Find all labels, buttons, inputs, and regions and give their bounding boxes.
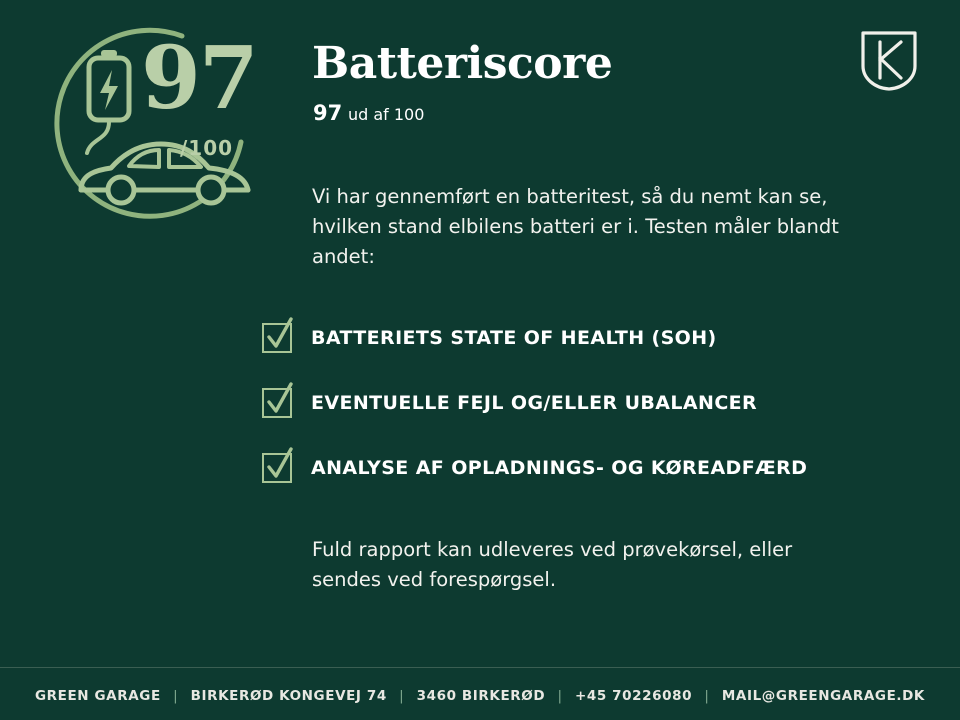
checklist-item-label: EVENTUELLE FEJL OG/ELLER UBALANCER [311, 391, 758, 414]
checkmark-icon [262, 388, 292, 418]
footer-separator: | [173, 688, 179, 704]
checkmark-icon [262, 323, 292, 353]
footer-separator: | [399, 688, 405, 704]
list-item [262, 305, 882, 370]
badge-score-denominator: /100 [180, 136, 234, 160]
footer-company: GREEN GARAGE [34, 688, 161, 704]
green-garage-logo-icon [860, 30, 918, 92]
score-subtitle-value: 97 [313, 101, 343, 125]
outro-paragraph: Fuld rapport kan udleveres ved prøvekørsel, eller sendes ved forespørgsel. [312, 538, 793, 591]
footer-separator: | [557, 688, 563, 704]
battery-score-badge [45, 22, 285, 237]
footer-divider [0, 667, 960, 668]
checkmark-icon [262, 453, 292, 483]
list-item [262, 370, 882, 435]
badge-score-value: 97 [141, 28, 257, 129]
page-title: Batteriscore [312, 38, 613, 89]
footer-email[interactable]: MAIL@GREENGARAGE.DK [721, 688, 925, 704]
footer-separator: | [704, 688, 710, 704]
footer-contact-bar [0, 688, 960, 704]
footer-phone[interactable]: +45 70226080 [574, 688, 693, 704]
checklist [262, 305, 882, 500]
score-subtitle [313, 101, 424, 125]
footer-address: BIRKERØD KONGEVEJ 74 [190, 688, 387, 704]
checklist-item-label: BATTERIETS STATE OF HEALTH (SOH) [311, 326, 717, 349]
list-item [262, 435, 882, 500]
footer-postal-city: 3460 BIRKERØD [416, 688, 546, 704]
score-subtitle-suffix: ud af 100 [347, 105, 425, 124]
intro-paragraph: Vi har gennemført en batteritest, så du nemt kan se, hvilken stand elbilens batteri er i. Testen måler blandt andet: [312, 185, 839, 268]
checklist-item-label: ANALYSE AF OPLADNINGS- OG KØREADFÆRD [311, 456, 808, 479]
